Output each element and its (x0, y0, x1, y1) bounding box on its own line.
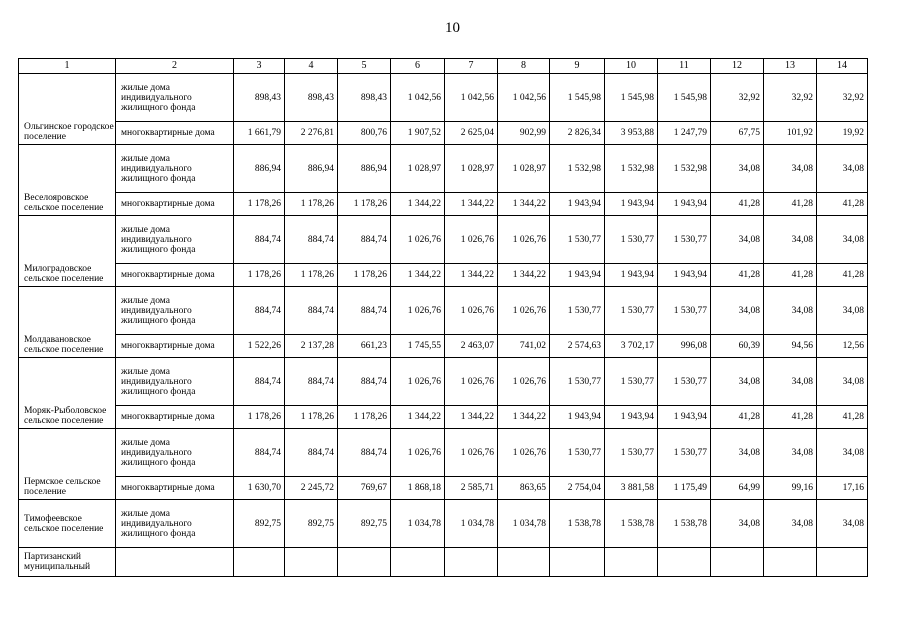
value-cell: 32,92 (764, 74, 817, 122)
table-row (19, 429, 868, 477)
housing-type-cell: многоквартирные дома (116, 477, 234, 500)
value-cell: 1 943,94 (550, 264, 605, 287)
housing-type-cell: жилые дома индивидуального жилищного фонда (116, 358, 234, 406)
value-cell: 886,94 (338, 145, 391, 193)
value-cell: 1 344,22 (445, 193, 498, 216)
value-cell: 34,08 (817, 358, 868, 406)
value-cell: 32,92 (817, 74, 868, 122)
value-cell: 884,74 (234, 287, 285, 335)
empty-cell (391, 548, 445, 577)
table-row (19, 287, 868, 335)
column-number-header: 11 (658, 59, 711, 74)
value-cell: 2 574,63 (550, 335, 605, 358)
value-cell: 1 178,26 (338, 264, 391, 287)
value-cell: 1 943,94 (658, 264, 711, 287)
value-cell: 3 702,17 (605, 335, 658, 358)
value-cell: 1 532,98 (605, 145, 658, 193)
column-number-header: 13 (764, 59, 817, 74)
column-number-header: 8 (498, 59, 550, 74)
housing-type-cell: жилые дома индивидуального жилищного фонда (116, 500, 234, 548)
value-cell: 1 545,98 (605, 74, 658, 122)
value-cell: 1 907,52 (391, 122, 445, 145)
housing-type-cell: многоквартирные дома (116, 122, 234, 145)
value-cell: 898,43 (234, 74, 285, 122)
value-cell: 884,74 (285, 216, 338, 264)
value-cell: 34,08 (817, 500, 868, 548)
column-number-header: 5 (338, 59, 391, 74)
value-cell: 1 026,76 (445, 216, 498, 264)
value-cell: 2 245,72 (285, 477, 338, 500)
column-number-header: 4 (285, 59, 338, 74)
value-cell: 1 028,97 (445, 145, 498, 193)
table-row (19, 74, 868, 122)
value-cell: 741,02 (498, 335, 550, 358)
value-cell: 898,43 (285, 74, 338, 122)
value-cell: 1 026,76 (498, 216, 550, 264)
value-cell: 1 532,98 (550, 145, 605, 193)
value-cell: 1 943,94 (550, 406, 605, 429)
empty-cell (285, 548, 338, 577)
value-cell: 1 026,76 (445, 429, 498, 477)
value-cell: 2 754,04 (550, 477, 605, 500)
empty-cell (605, 548, 658, 577)
value-cell: 892,75 (234, 500, 285, 548)
value-cell: 1 532,98 (658, 145, 711, 193)
value-cell: 2 826,34 (550, 122, 605, 145)
value-cell: 1 042,56 (498, 74, 550, 122)
value-cell: 64,99 (711, 477, 764, 500)
column-number-header: 7 (445, 59, 498, 74)
value-cell: 34,08 (764, 500, 817, 548)
settlement-name-cell: Тимофеевское сельское поселение (19, 500, 116, 548)
value-cell: 1 538,78 (550, 500, 605, 548)
value-cell: 34,08 (764, 429, 817, 477)
empty-cell (550, 548, 605, 577)
value-cell: 1 042,56 (445, 74, 498, 122)
value-cell: 1 028,97 (391, 145, 445, 193)
value-cell: 34,08 (711, 358, 764, 406)
value-cell: 1 178,26 (234, 406, 285, 429)
table-row (19, 335, 868, 358)
page-number: 10 (445, 20, 460, 36)
value-cell: 1 034,78 (445, 500, 498, 548)
value-cell: 1 530,77 (550, 216, 605, 264)
value-cell: 41,28 (764, 264, 817, 287)
value-cell: 1 530,77 (658, 358, 711, 406)
value-cell: 1 538,78 (658, 500, 711, 548)
value-cell: 1 034,78 (498, 500, 550, 548)
table-row (19, 145, 868, 193)
value-cell: 41,28 (817, 193, 868, 216)
column-number-header: 1 (19, 59, 116, 74)
value-cell: 1 026,76 (498, 287, 550, 335)
value-cell: 1 344,22 (391, 193, 445, 216)
value-cell: 34,08 (711, 287, 764, 335)
value-cell: 1 026,76 (445, 287, 498, 335)
value-cell: 41,28 (764, 193, 817, 216)
housing-type-cell: многоквартирные дома (116, 335, 234, 358)
column-number-header: 14 (817, 59, 868, 74)
value-cell: 884,74 (234, 429, 285, 477)
table-row (19, 500, 868, 548)
value-cell: 41,28 (817, 406, 868, 429)
housing-type-cell: жилые дома индивидуального жилищного фонда (116, 74, 234, 122)
value-cell: 884,74 (285, 429, 338, 477)
empty-cell (116, 548, 234, 577)
value-cell: 2 463,07 (445, 335, 498, 358)
value-cell: 884,74 (338, 358, 391, 406)
value-cell: 1 026,76 (445, 358, 498, 406)
value-cell: 1 943,94 (605, 264, 658, 287)
value-cell: 1 530,77 (550, 358, 605, 406)
value-cell: 1 530,77 (605, 287, 658, 335)
value-cell: 1 530,77 (605, 358, 658, 406)
value-cell: 892,75 (338, 500, 391, 548)
value-cell: 41,28 (711, 406, 764, 429)
value-cell: 1 530,77 (658, 287, 711, 335)
value-cell: 1 026,76 (391, 287, 445, 335)
value-cell: 1 344,22 (498, 264, 550, 287)
value-cell: 34,08 (817, 429, 868, 477)
value-cell: 32,92 (711, 74, 764, 122)
value-cell: 2 585,71 (445, 477, 498, 500)
value-cell: 1 026,76 (498, 429, 550, 477)
value-cell: 1 178,26 (338, 193, 391, 216)
value-cell: 1 178,26 (234, 193, 285, 216)
value-cell: 884,74 (338, 429, 391, 477)
value-cell: 892,75 (285, 500, 338, 548)
value-cell: 17,16 (817, 477, 868, 500)
settlement-name-cell: Партизанский муниципальный (19, 548, 116, 577)
value-cell: 41,28 (764, 406, 817, 429)
value-cell: 1 661,79 (234, 122, 285, 145)
value-cell: 800,76 (338, 122, 391, 145)
value-cell: 34,08 (764, 287, 817, 335)
value-cell: 1 344,22 (391, 406, 445, 429)
value-cell: 34,08 (711, 216, 764, 264)
value-cell: 19,92 (817, 122, 868, 145)
value-cell: 1 178,26 (285, 193, 338, 216)
value-cell: 863,65 (498, 477, 550, 500)
settlement-name-cell: Ольгинское городское поселение (19, 74, 116, 145)
value-cell: 884,74 (234, 216, 285, 264)
empty-cell (445, 548, 498, 577)
table-row (19, 548, 868, 577)
value-cell: 1 042,56 (391, 74, 445, 122)
value-cell: 34,08 (817, 287, 868, 335)
value-cell: 1 247,79 (658, 122, 711, 145)
value-cell: 886,94 (285, 145, 338, 193)
value-cell: 1 175,49 (658, 477, 711, 500)
value-cell: 1 545,98 (550, 74, 605, 122)
settlement-name-cell: Молдавановское сельское поселение (19, 287, 116, 358)
value-cell: 60,39 (711, 335, 764, 358)
value-cell: 67,75 (711, 122, 764, 145)
value-cell: 1 943,94 (658, 406, 711, 429)
value-cell: 1 530,77 (658, 216, 711, 264)
value-cell: 1 943,94 (658, 193, 711, 216)
column-number-header: 9 (550, 59, 605, 74)
value-cell: 12,56 (817, 335, 868, 358)
value-cell: 94,56 (764, 335, 817, 358)
value-cell: 41,28 (711, 193, 764, 216)
value-cell: 1 034,78 (391, 500, 445, 548)
empty-cell (234, 548, 285, 577)
value-cell: 34,08 (817, 145, 868, 193)
value-cell: 1 530,77 (658, 429, 711, 477)
value-cell: 898,43 (338, 74, 391, 122)
value-cell: 1 028,97 (498, 145, 550, 193)
column-number-header: 6 (391, 59, 445, 74)
value-cell: 1 530,77 (605, 216, 658, 264)
table-row (19, 264, 868, 287)
value-cell: 2 625,04 (445, 122, 498, 145)
value-cell: 101,92 (764, 122, 817, 145)
settlement-name-cell: Веселояровское сельское поселение (19, 145, 116, 216)
empty-cell (817, 548, 868, 577)
value-cell: 1 745,55 (391, 335, 445, 358)
value-cell: 1 530,77 (550, 429, 605, 477)
value-cell: 34,08 (711, 145, 764, 193)
value-cell: 1 178,26 (285, 264, 338, 287)
value-cell: 2 276,81 (285, 122, 338, 145)
value-cell: 34,08 (711, 429, 764, 477)
table-row (19, 193, 868, 216)
tariff-table (18, 58, 868, 577)
value-cell: 3 881,58 (605, 477, 658, 500)
settlement-name-cell: Моряк-Рыболовское сельское поселение (19, 358, 116, 429)
value-cell: 1 344,22 (391, 264, 445, 287)
housing-type-cell: жилые дома индивидуального жилищного фонда (116, 429, 234, 477)
empty-cell (711, 548, 764, 577)
value-cell: 1 545,98 (658, 74, 711, 122)
value-cell: 41,28 (711, 264, 764, 287)
settlement-name-cell: Пермское сельское поселение (19, 429, 116, 500)
housing-type-cell: многоквартирные дома (116, 264, 234, 287)
header-row (19, 59, 868, 74)
value-cell: 1 868,18 (391, 477, 445, 500)
value-cell: 1 026,76 (391, 429, 445, 477)
value-cell: 1 344,22 (445, 264, 498, 287)
column-number-header: 12 (711, 59, 764, 74)
value-cell: 1 026,76 (391, 358, 445, 406)
value-cell: 34,08 (817, 216, 868, 264)
housing-type-cell: жилые дома индивидуального жилищного фонда (116, 216, 234, 264)
value-cell: 3 953,88 (605, 122, 658, 145)
value-cell: 34,08 (711, 500, 764, 548)
table-row (19, 477, 868, 500)
value-cell: 1 178,26 (338, 406, 391, 429)
column-number-header: 10 (605, 59, 658, 74)
empty-cell (658, 548, 711, 577)
value-cell: 884,74 (338, 287, 391, 335)
value-cell: 1 522,26 (234, 335, 285, 358)
value-cell: 2 137,28 (285, 335, 338, 358)
value-cell: 1 943,94 (605, 193, 658, 216)
value-cell: 1 530,77 (605, 429, 658, 477)
value-cell: 902,99 (498, 122, 550, 145)
table-row (19, 122, 868, 145)
value-cell: 1 943,94 (550, 193, 605, 216)
value-cell: 1 344,22 (445, 406, 498, 429)
value-cell: 1 344,22 (498, 193, 550, 216)
settlement-name-cell: Милоградовское сельское поселение (19, 216, 116, 287)
value-cell: 34,08 (764, 358, 817, 406)
value-cell: 884,74 (338, 216, 391, 264)
value-cell: 1 178,26 (285, 406, 338, 429)
table-row (19, 406, 868, 429)
housing-type-cell: многоквартирные дома (116, 193, 234, 216)
value-cell: 1 630,70 (234, 477, 285, 500)
value-cell: 769,67 (338, 477, 391, 500)
value-cell: 1 026,76 (391, 216, 445, 264)
housing-type-cell: жилые дома индивидуального жилищного фонда (116, 145, 234, 193)
value-cell: 884,74 (234, 358, 285, 406)
value-cell: 1 026,76 (498, 358, 550, 406)
column-number-header: 2 (116, 59, 234, 74)
value-cell: 1 178,26 (234, 264, 285, 287)
value-cell: 884,74 (285, 287, 338, 335)
table-row (19, 358, 868, 406)
table-row (19, 216, 868, 264)
value-cell: 1 538,78 (605, 500, 658, 548)
column-number-header: 3 (234, 59, 285, 74)
value-cell: 884,74 (285, 358, 338, 406)
value-cell: 1 943,94 (605, 406, 658, 429)
empty-cell (498, 548, 550, 577)
value-cell: 99,16 (764, 477, 817, 500)
empty-cell (764, 548, 817, 577)
empty-cell (338, 548, 391, 577)
value-cell: 34,08 (764, 145, 817, 193)
value-cell: 996,08 (658, 335, 711, 358)
value-cell: 1 344,22 (498, 406, 550, 429)
value-cell: 661,23 (338, 335, 391, 358)
value-cell: 1 530,77 (550, 287, 605, 335)
value-cell: 34,08 (764, 216, 817, 264)
housing-type-cell: жилые дома индивидуального жилищного фонда (116, 287, 234, 335)
value-cell: 41,28 (817, 264, 868, 287)
value-cell: 886,94 (234, 145, 285, 193)
housing-type-cell: многоквартирные дома (116, 406, 234, 429)
